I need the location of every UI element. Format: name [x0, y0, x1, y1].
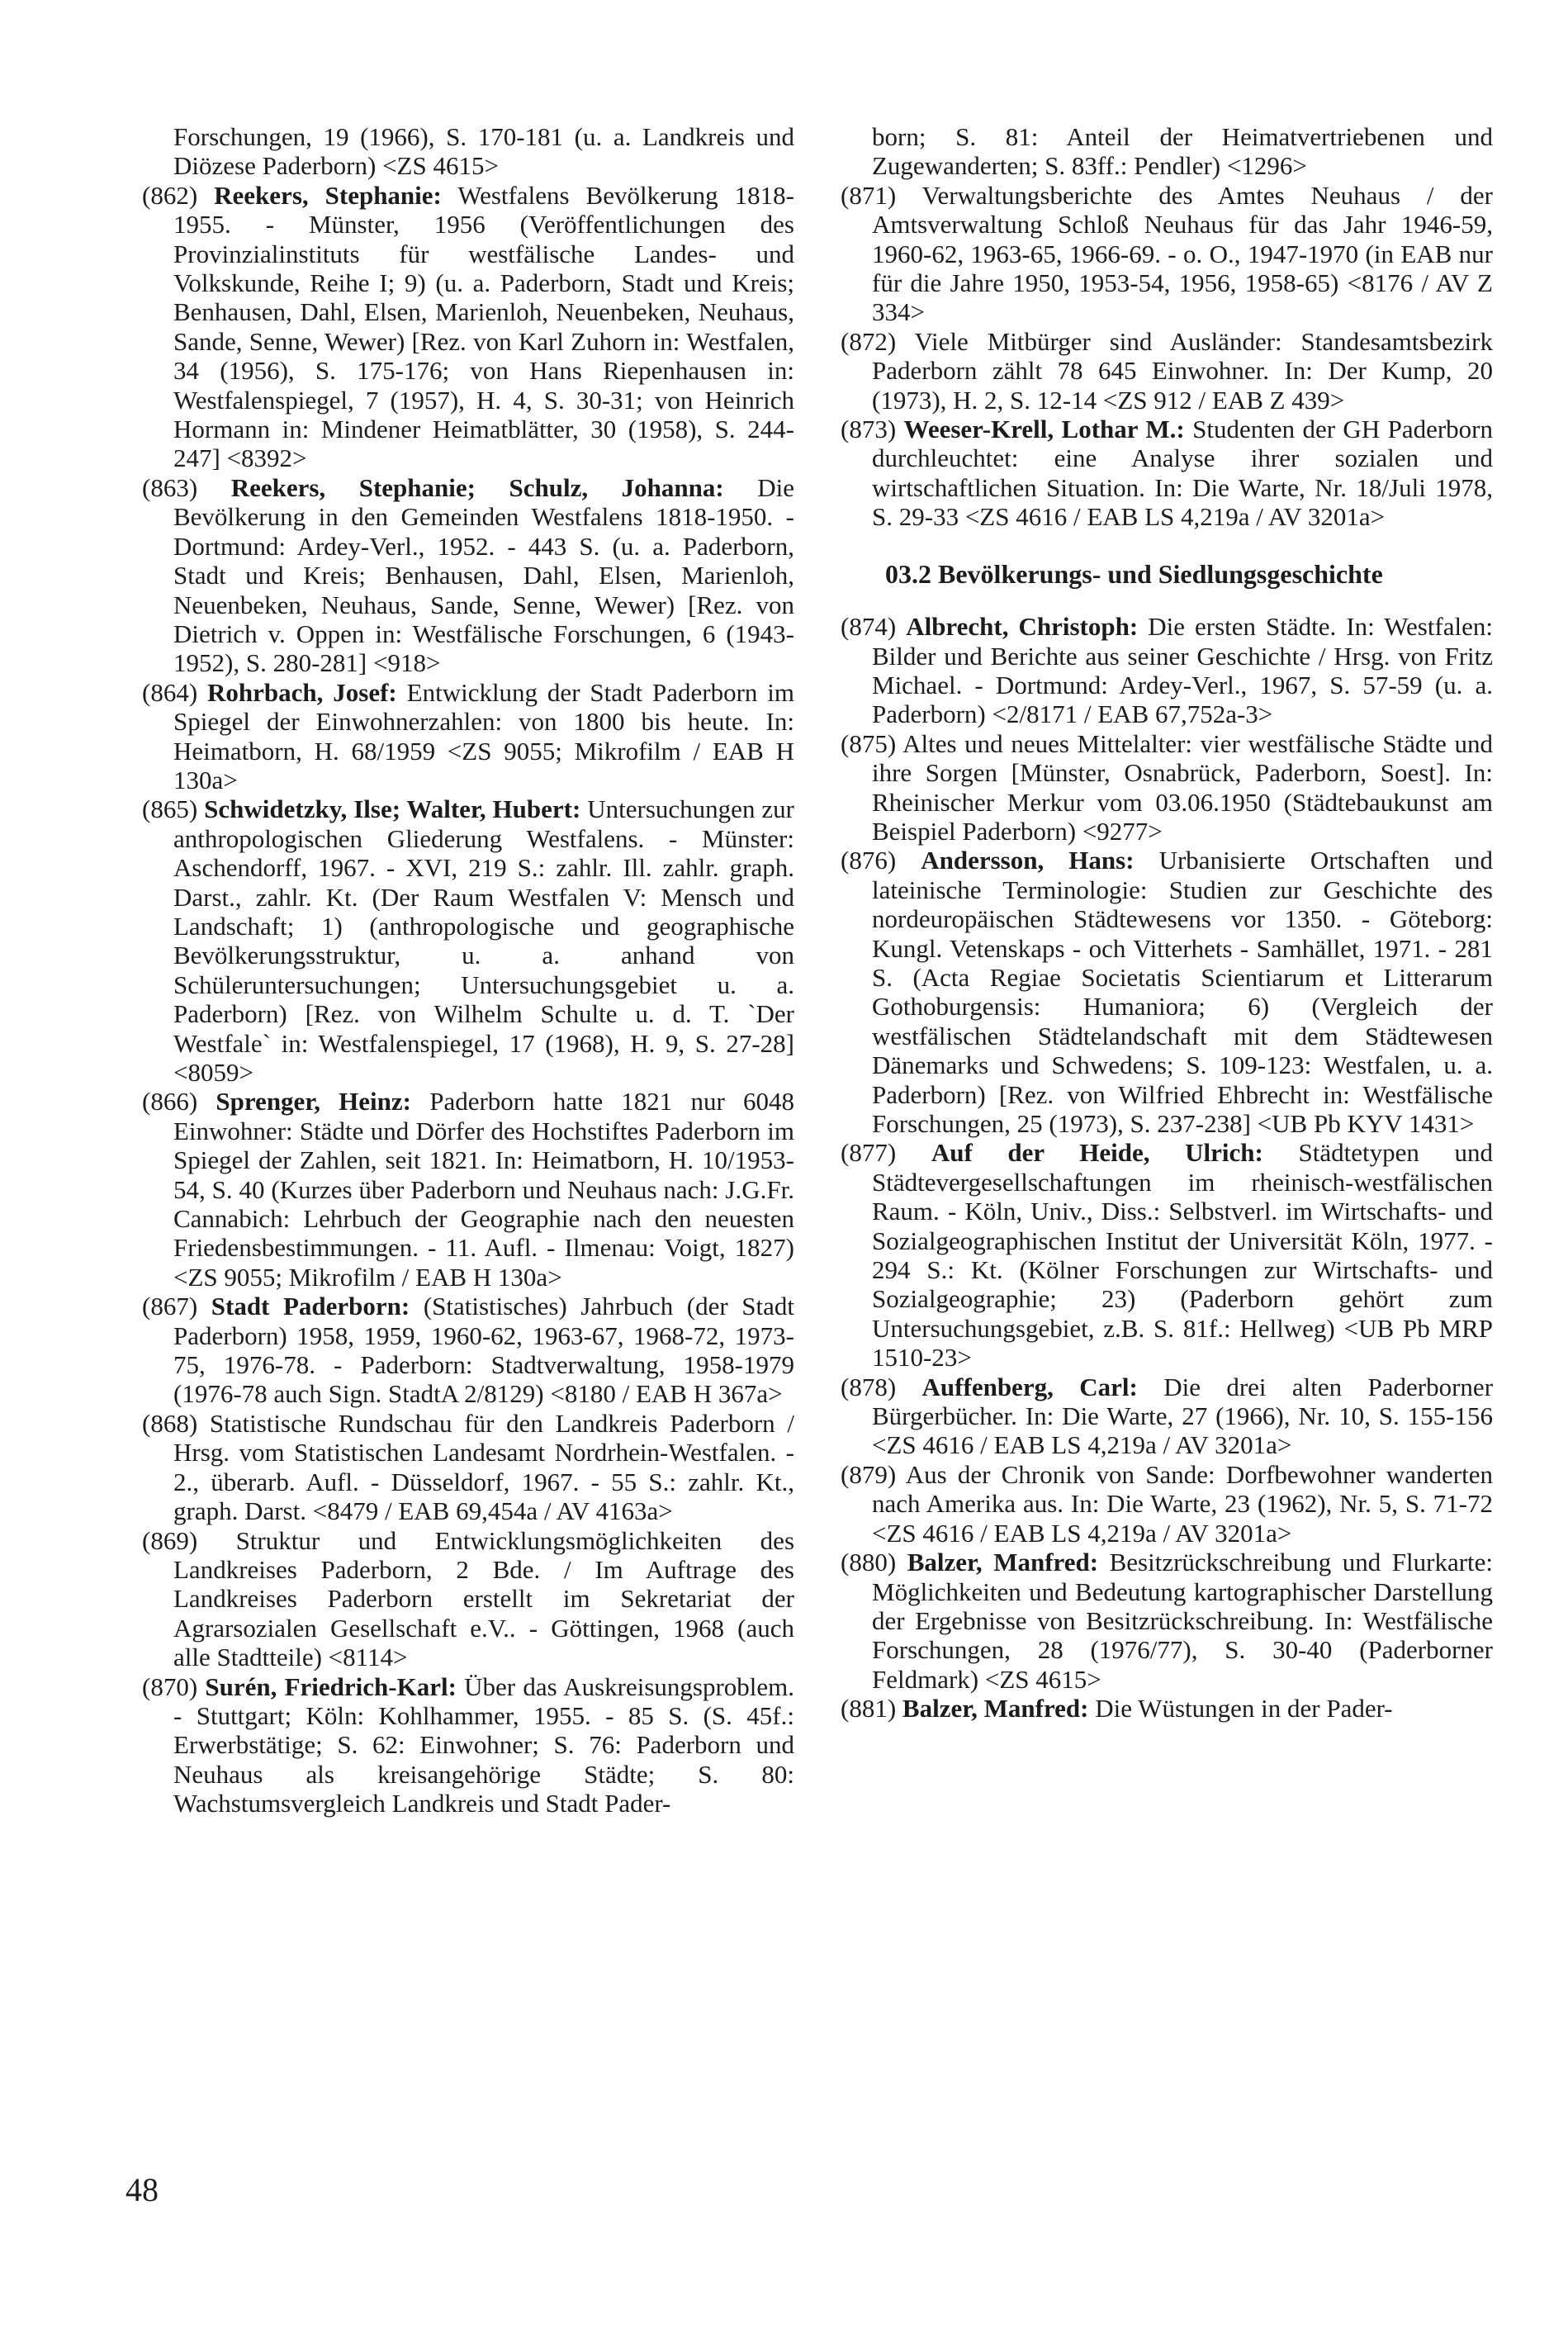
bibliography-entry — [841, 729, 1493, 846]
entry-author: Andersson, Hans: — [921, 846, 1135, 875]
entry-number: (877) — [841, 1138, 897, 1168]
right-column-bottom — [841, 612, 1493, 1723]
entry-text: Viele Mitbürger sind Ausländer: Standesamtsbezirk Paderborn zählt 78 645 Einwohner. In: Der Kump, 20 (1973), H. 2, S. 12-14 <ZS 912 / EAB Z 439> — [872, 326, 1493, 415]
bibliography-entry — [142, 181, 794, 473]
entry-number: (871) — [841, 180, 897, 210]
entry-continuation — [841, 122, 1493, 181]
bibliography-entry — [841, 1548, 1493, 1694]
bibliography-entry — [841, 1373, 1493, 1460]
entry-text: Altes und neues Mittelalter: vier westfälische Städte und ihre Sorgen [Münster, Osnabrück, Paderborn, Soest]. In: Rheinischer Merkur vom 03.06.1950 (Städtebaukunst am Beispiel Paderborn) <9277> — [872, 728, 1493, 846]
entry-author: Stadt Paderborn: — [211, 1292, 410, 1321]
entry-author: Reekers, Stephanie; Schulz, Johanna: — [230, 472, 724, 502]
bibliography-entry — [142, 1526, 794, 1672]
bibliography-entry — [841, 1460, 1493, 1548]
entry-author: Rohrbach, Josef: — [207, 677, 397, 707]
bibliography-entry — [841, 612, 1493, 729]
entry-author: Schwidetzky, Ilse; Walter, Hubert: — [204, 794, 581, 824]
bibliography-entry — [841, 181, 1493, 327]
entry-text: Westfalens Bevölkerung 1818-1955. - Münster, 1956 (Veröffentlichungen des Provinzialinstituts für westfälische Landes- und Volkskunde, Reihe I; 9) (u. a. Paderborn, Stadt und Kreis; Benhausen, Dahl, Elsen, Marienloh, Neuenbeken, Neuhaus, Sande, Senne, Wewer) [Rez. von Karl Zuhorn in: Westfalen, 34 (1956), S. 175-176; von Hans Riepenhausen in: Westfalenspiegel, 7 (1957), H. 4, S. 30-31; von Heinrich Hormann in: Mindener Heimatblätter, 30 (1958), S. 244-247] <8392> — [173, 180, 794, 473]
entry-text: Studenten der GH Paderborn durchleuchtet: eine Analyse ihrer sozialen und wirtschaftlichen Situation. In: Die Warte, Nr. 18/Juli 1978, S. 29-33 <ZS 4616 / EAB LS 4,219a / AV 3201a> — [872, 415, 1493, 532]
entry-number: (865) — [142, 794, 198, 824]
entry-number: (864) — [142, 677, 198, 707]
bibliography-entry — [142, 1672, 794, 1818]
entry-number: (879) — [841, 1459, 897, 1489]
bibliography-entry — [841, 846, 1493, 1138]
entry-number: (868) — [142, 1408, 198, 1438]
entry-number: (867) — [142, 1292, 198, 1321]
entry-text: Die drei alten Paderborner Bürgerbücher. In: Die Warte, 27 (1966), Nr. 10, S. 155-156 <ZS 4616 / EAB LS 4,219a / AV 3201a> — [872, 1372, 1494, 1460]
entry-text: Entwicklung der Stadt Paderborn im Spiegel der Einwohnerzahlen: von 1800 bis heute. In: Heimatborn, H. 68/1959 <ZS 9055; Mikrofilm / EAB H 130a> — [173, 677, 794, 794]
page-number: 48 — [126, 2171, 159, 2208]
bibliography-entry — [841, 327, 1493, 415]
entry-author: Auffenberg, Carl: — [921, 1372, 1138, 1401]
entry-number: (878) — [841, 1372, 897, 1401]
entry-text: Die ersten Städte. In: Westfalen: Bilder und Berichte aus seiner Geschichte / Hrsg. von Fritz Michael. - Dortmund: Ardey-Verl., 1967, S. 57-59 (u. a. Paderborn) <2/8171 / EAB 67,752a-3> — [872, 612, 1494, 729]
entry-text: born; S. 81: Anteil der Heimatvertriebenen und Zugewanderten; S. 83ff.: Pendler) <1296> — [872, 122, 1493, 181]
bibliography-entry — [142, 1087, 794, 1292]
entry-text: Forschungen, 19 (1966), S. 170-181 (u. a. Landkreis und Diözese Paderborn) <ZS 4615> — [173, 122, 794, 181]
entry-number: (862) — [142, 180, 198, 210]
entry-text: Statistische Rundschau für den Landkreis Paderborn / Hrsg. vom Statistischen Landesamt Nordrhein-Westfalen. - 2., überarb. Aufl. - Düsseldorf, 1967. - 55 S.: zahlr. Kt., graph. Darst. <8479 / EAB 69,454a / AV 4163a> — [173, 1408, 794, 1526]
entry-author: Weeser-Krell, Lothar M.: — [903, 415, 1185, 444]
entry-author: Balzer, Manfred: — [907, 1548, 1099, 1577]
left-column — [142, 122, 794, 1818]
entry-author: Surén, Friedrich-Karl: — [205, 1671, 457, 1701]
bibliography-entry — [142, 794, 794, 1087]
entry-author: Balzer, Manfred: — [902, 1694, 1089, 1723]
section-heading: 03.2 Bevölkerungs- und Siedlungsgeschichte — [885, 558, 1383, 589]
entry-continuation — [142, 122, 794, 181]
entry-text: Struktur und Entwicklungsmöglichkeiten des Landkreises Paderborn, 2 Bde. / Im Auftrage des Landkreises Paderborn erstellt im Sekretariat der Agrarsozialen Gesellschaft e.V.. - Göttingen, 1968 (auch alle Stadtteile) <8114> — [173, 1525, 795, 1672]
entry-text: (Statistisches) Jahrbuch (der Stadt Paderborn) 1958, 1959, 1960-62, 1963-67, 1968-72, 1973-75, 1976-78. - Paderborn: Stadtverwaltung, 1958-1979 (1976-78 auch Sign. StadtA 2/8129) <8180 / EAB H 367a> — [173, 1292, 795, 1409]
entry-author: Auf der Heide, Ulrich: — [931, 1138, 1263, 1168]
entry-number: (866) — [142, 1087, 198, 1117]
entry-text: Über das Auskreisungsproblem. - Stuttgart; Köln: Kohlhammer, 1955. - 85 S. (S. 45f.: Erwerbstätige; S. 62: Einwohner; S. 76: Paderborn und Neuhaus als kreisangehörige Städte; S. 80: Wachstumsvergleich Landkreis und Stadt Pader- — [173, 1671, 795, 1818]
entry-text: Paderborn hatte 1821 nur 6048 Einwohner: Städte und Dörfer des Hochstiftes Paderborn im Spiegel der Zahlen, seit 1821. In: Heimatborn, H. 10/1953-54, S. 40 (Kurzes über Paderborn und Neuhaus nach: J.G.Fr. Cannabich: Lehrbuch der Geographie nach den neuesten Friedensbestimmungen. - 11. Aufl. - Ilmenau: Voigt, 1827) <ZS 9055; Mikrofilm / EAB H 130a> — [173, 1087, 795, 1292]
entry-text: Die Bevölkerung in den Gemeinden Westfalens 1818-1950. - Dortmund: Ardey-Verl., 1952. - 443 S. (u. a. Paderborn, Stadt und Kreis; Benhausen, Dahl, Elsen, Marienloh, Neuenbeken, Neuhaus, Sande, Senne, Wewer) [Rez. von Dietrich v. Oppen in: Westfälische Forschungen, 6 (1943-1952), S. 280-281] <918> — [173, 472, 795, 678]
bibliography-entry — [841, 1694, 1493, 1723]
entry-number: (869) — [142, 1525, 198, 1555]
entry-author: Albrecht, Christoph: — [906, 612, 1139, 642]
entry-text: Verwaltungsberichte des Amtes Neuhaus / der Amtsverwaltung Schloß Neuhaus für das Jahr 1946-59, 1960-62, 1963-65, 1966-69. - o. O., 1947-1970 (in EAB nur für die Jahre 1950, 1953-54, 1956, 1958-65) <8176 / AV Z 334> — [872, 180, 1493, 327]
entry-text: Die Wüstungen in der Pader- — [1095, 1694, 1393, 1723]
entry-author: Sprenger, Heinz: — [216, 1087, 411, 1117]
entry-text: Besitzrückschreibung und Flurkarte: Möglichkeiten und Bedeutung kartographischer Darstellung der Ergebnisse von Besitzrückschreibung. In: Westfälische Forschungen, 28 (1976/77), S. 30-40 (Paderborner Feldmark) <ZS 4615> — [872, 1548, 1494, 1694]
bibliography-entry — [142, 473, 794, 678]
entry-number: (873) — [841, 415, 897, 444]
entry-number: (880) — [841, 1548, 897, 1577]
entry-number: (875) — [841, 728, 897, 758]
entry-text: Städtetypen und Städtevergesellschaftungen im rheinisch-westfälischen Raum. - Köln, Univ., Diss.: Selbstverl. im Wirtschafts- und Sozialgeographischen Institut der Universität Köln, 1977. - 294 S.: Kt. (Kölner Forschungen zur Wirtschafts- und Sozialgeographie; 23) (Paderborn gehört zum Untersuchungsgebiet, z.B. S. 81f.: Hellweg) <UB Pb MRP 1510-23> — [872, 1138, 1494, 1373]
right-column-top — [841, 122, 1493, 532]
bibliography-entry — [142, 1409, 794, 1526]
bibliography-entry — [841, 415, 1493, 532]
entry-text: Untersuchungen zur anthropologischen Gliederung Westfalens. - Münster: Aschendorff, 1967. - XVI, 219 S.: zahlr. Ill. zahlr. graph. Darst., zahlr. Kt. (Der Raum Westfalen V: Mensch und Landschaft; 1) (anthropologische und geographische Bevölkerungsstruktur, u. a. anhand von Schüleruntersuchungen; Untersuchungsgebiet u. a. Paderborn) [Rez. von Wilhelm Schulte u. d. T. `Der Westfale` in: Westfalenspiegel, 17 (1968), H. 9, S. 27-28] <8059> — [173, 794, 794, 1087]
entry-number: (876) — [841, 846, 897, 875]
entry-number: (863) — [142, 472, 198, 502]
entry-text: Aus der Chronik von Sande: Dorfbewohner wanderten nach Amerika aus. In: Die Warte, 23 (1962), Nr. 5, S. 71-72 <ZS 4616 / EAB LS 4,219a / AV 3201a> — [872, 1459, 1493, 1548]
bibliography-entry — [142, 678, 794, 795]
entry-author: Reekers, Stephanie: — [214, 180, 442, 210]
bibliography-entry — [841, 1138, 1493, 1372]
entry-text: Urbanisierte Ortschaften und lateinische Terminologie: Studien zur Geschichte des nordeuropäischen Städtewesens vor 1350. - Göteborg: Kungl. Vetenskaps - och Vitterhets - Samhället, 1971. - 281 S. (Acta Regiae Societatis Scientiarum et Litterarum Gothoburgensis: Humaniora; 6) (Vergleich der westfälischen Städtelandschaft mit dem Städtewesen Dänemarks und Schwedens; S. 109-123: Westfalen, u. a. Paderborn) [Rez. von Wilfried Ehbrecht in: Westfälische Forschungen, 25 (1973), S. 237-238] <UB Pb KYV 1431> — [872, 846, 1494, 1138]
entry-number: (881) — [841, 1694, 897, 1723]
right-column — [841, 122, 1493, 1723]
bibliography-entry — [142, 1292, 794, 1409]
entry-number: (872) — [841, 326, 897, 356]
entry-number: (870) — [142, 1671, 198, 1701]
entry-number: (874) — [841, 612, 897, 642]
